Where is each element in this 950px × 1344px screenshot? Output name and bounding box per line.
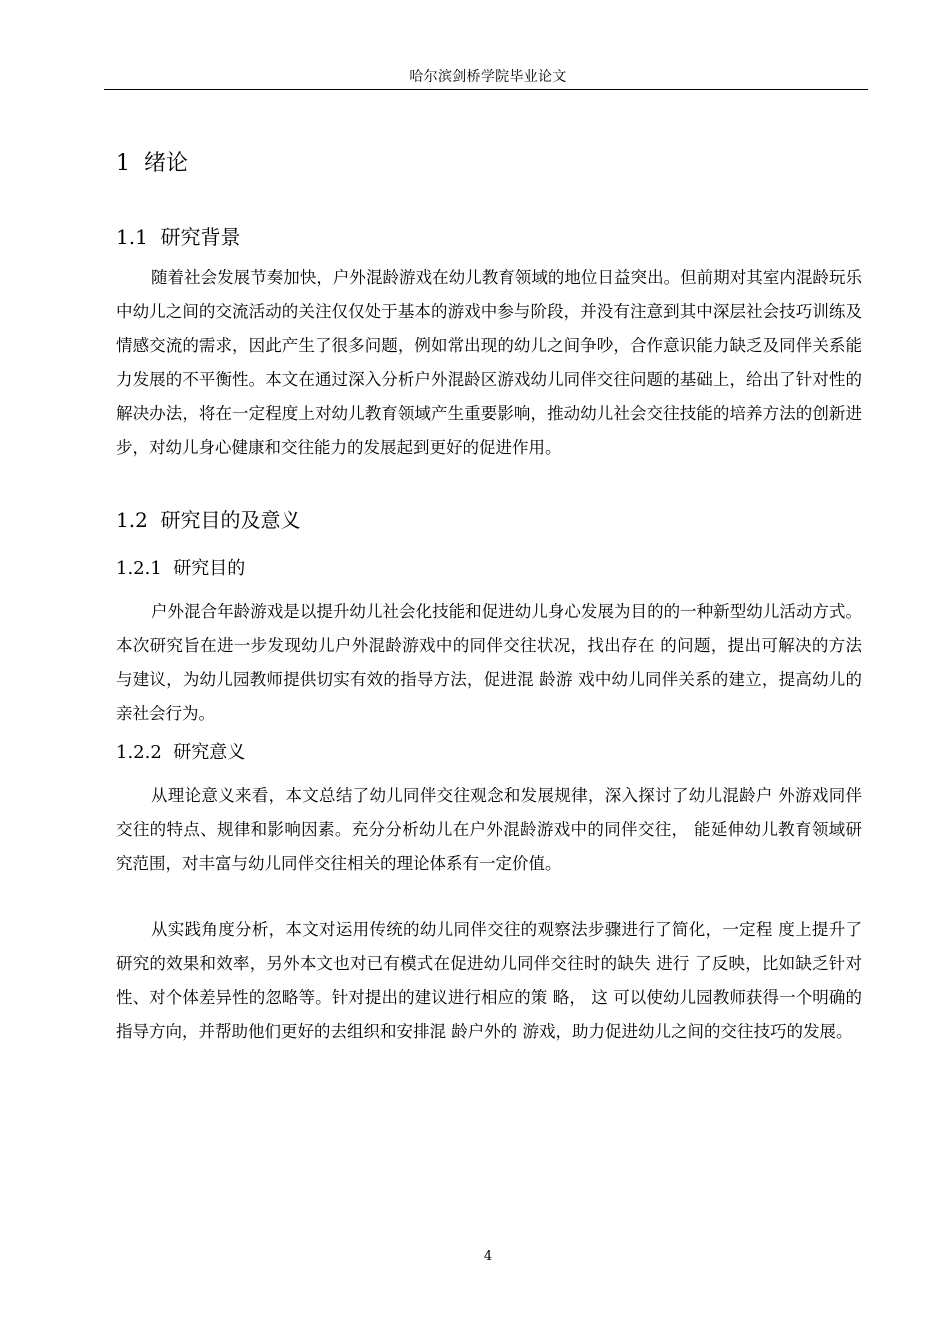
significance-paragraph-theory: 从理论意义来看，本文总结了幼儿同伴交往观念和发展规律，深入探讨了幼儿混龄户 外游戏同伴交往的特点、规律和影响因素。充分分析幼儿在户外混龄游戏中的同伴交往， 能延伸幼儿教育领域研究范围，对丰富与幼儿同伴交往相关的理论体系有一定价值。	[116, 786, 862, 873]
header-divider	[104, 89, 868, 90]
section-heading-background: 1.1 研究背景	[116, 225, 241, 249]
significance-paragraph-practice: 从实践角度分析，本文对运用传统的幼儿同伴交往的观察法步骤进行了简化，一定程 度上提升了研究的效果和效率，另外本文也对已有模式在促进幼儿同伴交往时的缺失 进行 了反映，比如缺乏针对性、对个体差异性的忽略等。针对提出的建议进行相应的策 略， 这 可以使幼儿园教师获得一个明确的指导方向，并帮助他们更好的去组织和安排混 龄户外的 游戏，助力促进幼儿之间的交往技巧的发展。	[116, 920, 862, 1041]
background-paragraph: 随着社会发展节奏加快，户外混龄游戏在幼儿教育领域的地位日益突出。但前期对其室内混龄玩乐中幼儿之间的交流活动的关注仅仅处于基本的游戏中参与阶段，并没有注意到其中深层社会技巧训练及情感交流的需求，因此产生了很多问题，例如常出现的幼儿之间争吵，合作意识能力缺乏及同伴关系能力发展的不平衡性。本文在通过深入分析户外混龄区游戏幼儿同伴交往问题的基础上，给出了针对性的解决办法，将在一定程度上对幼儿教育领域产生重要影响，推动幼儿社会交往技能的培养方法的创新进步，对幼儿身心健康和交往能力的发展起到更好的促进作用。	[116, 268, 862, 457]
purpose-paragraph: 户外混合年龄游戏是以提升幼儿社会化技能和促进幼儿身心发展为目的的一种新型幼儿活动方式。本次研究旨在进一步发现幼儿户外混龄游戏中的同伴交往状况，找出存在 的问题，提出可解决的方法与建议，为幼儿园教师提供切实有效的指导方法，促进混 龄游 戏中幼儿同伴关系的建立，提高幼儿的亲社会行为。	[116, 602, 862, 723]
chapter-heading: 1 绪论	[116, 151, 188, 176]
running-header: 哈尔滨剑桥学院毕业论文	[409, 69, 567, 85]
page-number: 4	[483, 1249, 493, 1264]
subsection-heading-purpose: 1.2.1 研究目的	[116, 558, 246, 579]
section-heading-purpose-significance: 1.2 研究目的及意义	[116, 508, 301, 532]
subsection-heading-significance: 1.2.2 研究意义	[116, 742, 246, 763]
